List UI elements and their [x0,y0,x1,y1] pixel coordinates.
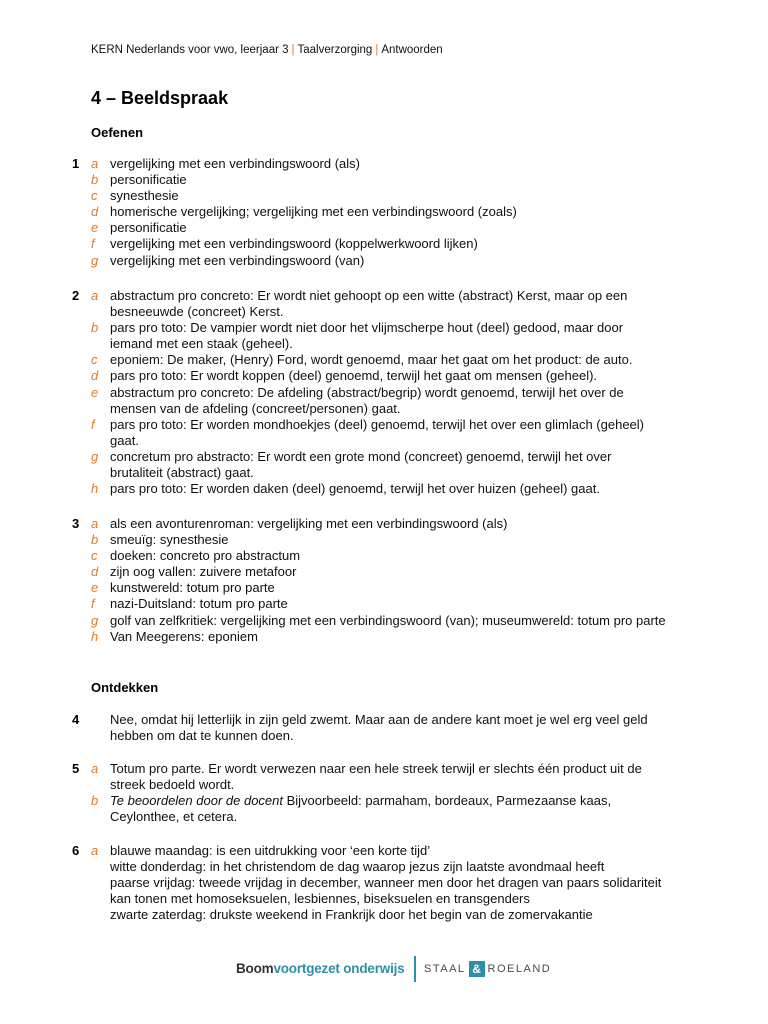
answer-line: zwarte zaterdag: drukste weekend in Frankrijk door het begin van de zomervakantie [110,907,593,923]
answer-item [0,761,768,793]
staal-text: STAAL [424,963,466,975]
answer-line: abstractum pro concreto: Er wordt niet gehoopt op een witte (abstract) Kerst, maar op een [110,288,628,303]
item-letter: a [91,288,99,303]
answer-item [0,236,768,252]
answer-line: vergelijking met een verbindingswoord (koppelwerkwoord lijken) [110,236,478,252]
answer-line: witte donderdag: in het christendom de dag waarop jezus zijn laatste avondmaal heeft [110,859,605,875]
answer-item [0,596,768,612]
item-letter: b [91,320,99,336]
answer-item [0,253,768,269]
item-letter: f [91,236,95,252]
footer-divider [414,956,416,982]
section-heading-ontdekken: Ontdekken [91,680,159,695]
page-title: 4 – Beeldspraak [91,88,229,108]
answer-line: iemand met een staak (geheel). [110,336,293,352]
answer-line: paarse vrijdag: tweede vrijdag in december, wanneer men door het dragen van paars solidariteit [110,875,662,891]
answer-item [0,320,768,352]
exercise-number: 3 [72,516,80,531]
item-letter: a [91,156,99,171]
page-footer [0,956,768,986]
answer-line: pars pro toto: Er worden daken (deel) genoemd, terwijl het over huizen (geheel) gaat. [110,481,600,497]
header-separator: | [291,44,295,56]
answer-item [0,843,768,923]
answer-line: Van Meegerens: eponiem [110,628,258,644]
exercise-number: 4 [72,712,80,727]
answer-item [0,793,768,825]
answer-item [0,385,768,417]
exercise-number: 5 [72,761,80,776]
answer-line: Ceylonthee, et cetera. [110,809,238,825]
answer-line: als een avonturenroman: vergelijking met een verbindingswoord (als) [110,516,508,531]
item-letter: d [91,204,99,220]
exercise-4 [0,712,768,744]
item-letter: h [91,628,99,644]
answer-line: Totum pro parte. Er wordt verwezen naar een hele streek terwijl er slechts één product uit de [110,761,642,776]
exercise-5 [0,761,768,825]
answer-line: personificatie [110,172,187,188]
course-label: KERN Nederlands voor vwo, leerjaar 3 [91,44,289,56]
item-letter: g [91,612,99,628]
answer-line: eponiem: De maker, (Henry) Ford, wordt genoemd, maar het gaat om het product: de auto. [110,352,633,368]
exercise-1 [0,156,768,269]
item-letter: c [91,352,98,368]
answer-line: Nee, omdat hij letterlijk in zijn geld zwemt. Maar aan de andere kant moet je wel erg veel geld [110,712,648,727]
answer-line: zijn oog vallen: zuivere metafoor [110,564,297,580]
answer-item [0,613,768,629]
answer-line: pars pro toto: De vampier wordt niet door het vlijmscherpe hout (deel) gedood, maar door [110,320,624,336]
answer-line: personificatie [110,220,187,236]
answer-line: besneeuwde (concreet) Kerst. [110,304,284,320]
item-letter: d [91,564,99,580]
roeland-text: ROELAND [487,963,552,975]
header-separator: | [375,44,379,56]
answer-item [0,220,768,236]
answer-item [0,172,768,188]
item-letter: a [91,843,99,858]
exercise-2 [0,288,768,497]
item-letter: e [91,384,99,400]
boom-logo-part2: voortgezet onderwijs [273,961,405,976]
answer-line: vergelijking met een verbindingswoord (als) [110,156,361,171]
answer-line: pars pro toto: Er wordt koppen (deel) genoemd, terwijl het gaat om mensen (geheel). [110,368,598,384]
answer-item [0,417,768,449]
running-header [91,43,443,57]
exercise-number: 6 [72,843,80,858]
section-heading-oefenen: Oefenen [91,125,144,140]
item-letter: b [91,793,99,809]
answer-line [110,793,685,809]
answer-item [0,288,768,320]
answer-line: kunstwereld: totum pro parte [110,580,275,596]
item-letter: c [91,548,98,564]
answer-item [0,564,768,580]
boom-logo-part1: Boom [236,961,274,976]
answer-line: brutaliteit (abstract) gaat. [110,465,254,481]
answer-line: homerische vergelijking; vergelijking met een verbindingswoord (zoals) [110,204,517,220]
item-letter: d [91,368,99,384]
answer-line: kan tonen met homoseksuelen, lesbiennes, biseksuelen en transgenders [110,891,530,907]
staal-roeland-logo [424,961,551,977]
italic-instruction: Te beoordelen door de docent [110,793,283,809]
item-letter: h [91,481,99,497]
answer-item [0,532,768,548]
answer-item [0,580,768,596]
exercise-3 [0,516,768,645]
item-letter: c [91,188,98,204]
answer-line: hebben om dat te kunnen doen. [110,728,294,744]
item-letter: f [91,596,95,612]
answer-line: pars pro toto: Er worden mondhoekjes (deel) genoemd, terwijl het over een glimlach (geheel) [110,416,645,432]
part-label: Antwoorden [381,44,443,56]
answer-line: golf van zelfkritiek: vergelijking met een verbindingswoord (van); museumwereld: totum pro parte [110,612,666,628]
answer-line: blauwe maandag: is een uitdrukking voor ‘een korte tijd’ [110,843,431,858]
answer-line: concretum pro abstracto: Er wordt een grote mond (concreet) genoemd, terwijl het over [110,448,612,464]
item-letter: f [91,416,95,432]
item-letter: e [91,220,99,236]
exercise-number: 1 [72,156,80,171]
answer-item [0,629,768,645]
answer-line: vergelijking met een verbindingswoord (van) [110,252,365,268]
answer-item [0,712,768,744]
exercise-6 [0,843,768,923]
answer-line: streek bedoeld wordt. [110,777,235,793]
ampersand-logo-icon: & [469,961,485,977]
answer-item [0,368,768,384]
answer-item [0,516,768,532]
topic-label: Taalverzorging [297,44,373,56]
answer-item [0,188,768,204]
item-letter: a [91,516,99,531]
answer-item [0,481,768,497]
answer-line: smeuïg: synesthesie [110,532,229,548]
item-letter: b [91,532,99,548]
item-letter: a [91,761,99,776]
item-letter: g [91,252,99,268]
item-letter: g [91,448,99,464]
boom-logo [236,960,404,978]
answer-item [0,352,768,368]
answer-line: abstractum pro concreto: De afdeling (abstract/begrip) wordt genoemd, terwijl het over de [110,384,624,400]
exercise-number: 2 [72,288,80,303]
answer-line: doeken: concreto pro abstractum [110,548,301,564]
answer-line: mensen van de afdeling (concreet/personen) gaat. [110,400,401,416]
answer-line: gaat. [110,432,139,448]
item-letter: e [91,580,99,596]
answer-item [0,156,768,172]
answer-line: synesthesie [110,188,179,204]
answer-item [0,204,768,220]
answer-line: nazi-Duitsland: totum pro parte [110,596,288,612]
item-letter: b [91,172,99,188]
answer-line-rest: Bijvoorbeeld: parmaham, bordeaux, Parmezaanse kaas, [283,793,612,809]
answer-item [0,449,768,481]
answer-item [0,548,768,564]
